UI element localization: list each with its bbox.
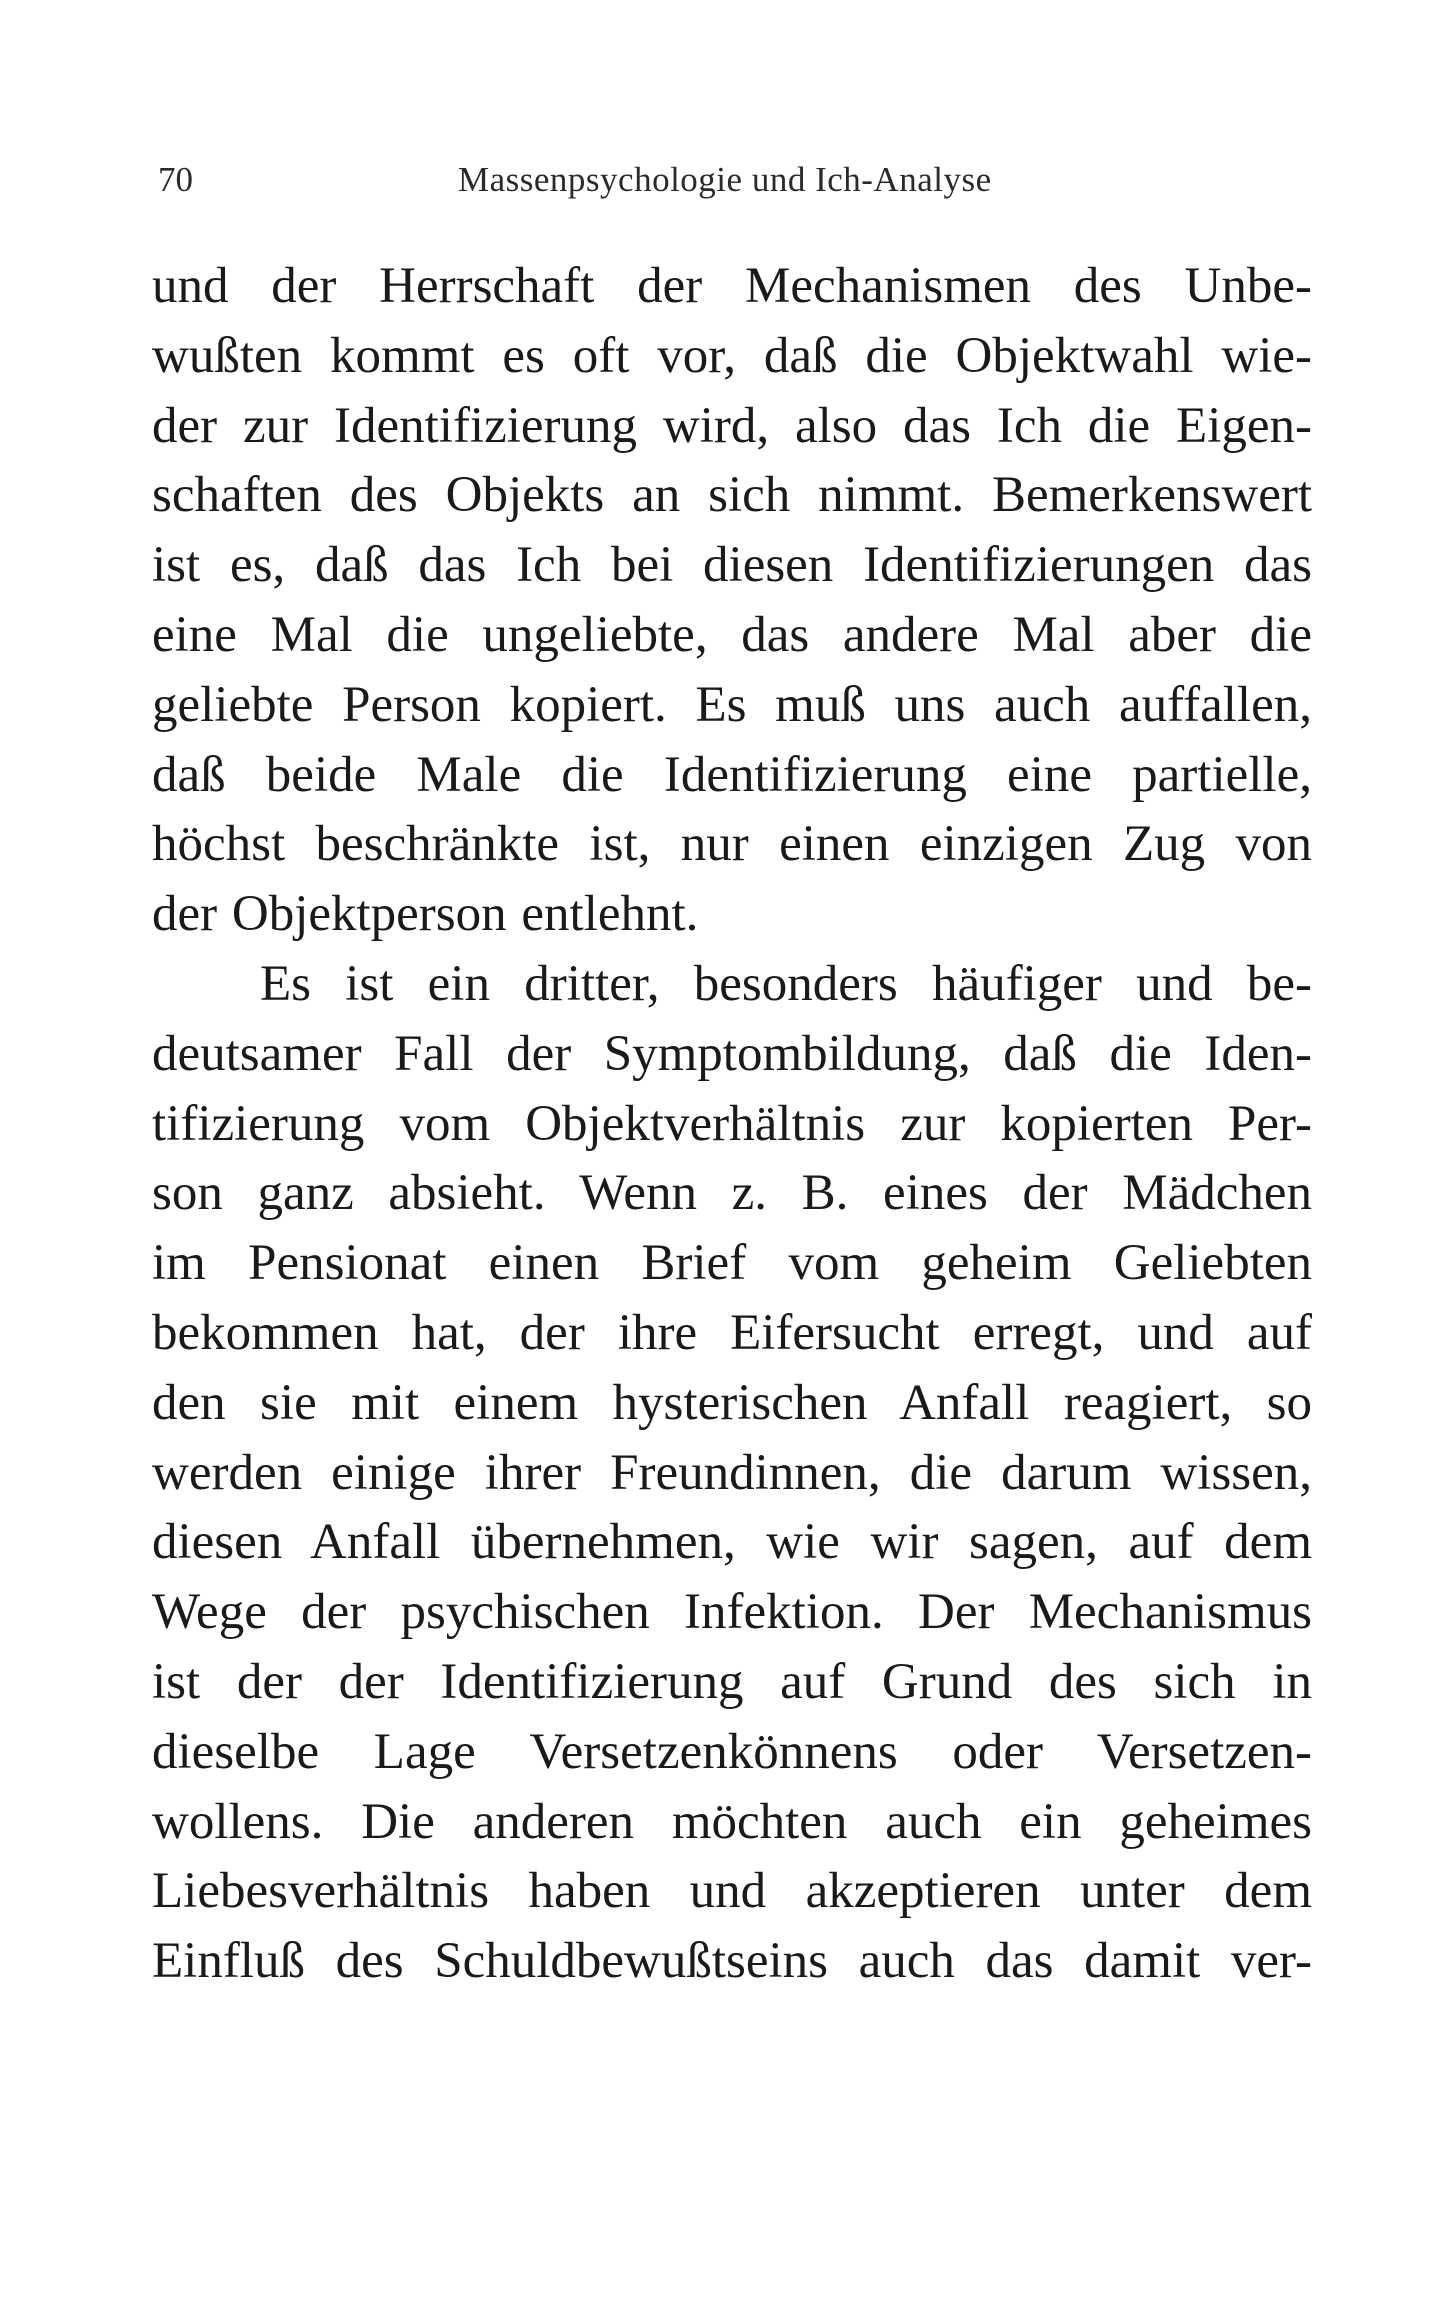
text-line: schaften des Objekts an sich nimmt. Bemerkenswert — [152, 467, 1312, 524]
text-line: wußten kommt es oft vor, daß die Objektwahl wie- — [152, 327, 1312, 384]
paragraph-end-line: der Objektperson entlehnt. — [152, 886, 699, 943]
text-line: son ganz absieht. Wenn z. B. eines der Mädchen — [152, 1165, 1312, 1222]
text-line: geliebte Person kopiert. Es muß uns auch auffallen, — [152, 676, 1312, 733]
page-number: 70 — [158, 160, 193, 199]
text-line: der zur Identifizierung wird, also das Ich die Eigen- — [152, 397, 1312, 454]
text-line: tifizierung vom Objektverhältnis zur kopierten Per- — [152, 1095, 1312, 1152]
text-line: dieselbe Lage Versetzenkönnens oder Versetzen- — [152, 1723, 1312, 1780]
text-line: Wege der psychischen Infektion. Der Mechanismus — [152, 1584, 1312, 1641]
body-text — [152, 252, 1312, 1997]
paragraph-start-line: Es ist ein dritter, besonders häufiger und be- — [260, 955, 1312, 1012]
text-line: Einfluß des Schuldbewußtseins auch das damit ver- — [152, 1933, 1312, 1990]
text-line: ist es, daß das Ich bei diesen Identifizierungen das — [152, 537, 1312, 594]
text-line: höchst beschränkte ist, nur einen einzigen Zug von — [152, 816, 1312, 873]
text-line: den sie mit einem hysterischen Anfall reagiert, so — [152, 1374, 1312, 1431]
text-line: daß beide Male die Identifizierung eine partielle, — [152, 746, 1312, 803]
text-line: eine Mal die ungeliebte, das andere Mal aber die — [152, 606, 1312, 663]
text-line: Liebesverhältnis haben und akzeptieren unter dem — [152, 1863, 1312, 1920]
text-line: deutsamer Fall der Symptombildung, daß die Iden- — [152, 1025, 1312, 1082]
text-line: und der Herrschaft der Mechanismen des Unbe- — [152, 258, 1312, 314]
text-line: bekommen hat, der ihre Eifersucht erregt, und auf — [152, 1304, 1312, 1361]
text-line: im Pensionat einen Brief vom geheim Geliebten — [152, 1235, 1312, 1292]
text-line: diesen Anfall übernehmen, wie wir sagen, auf dem — [152, 1514, 1312, 1571]
text-line: wollens. Die anderen möchten auch ein geheimes — [152, 1793, 1312, 1850]
text-line: ist der der Identifizierung auf Grund des sich in — [152, 1653, 1312, 1710]
running-head — [158, 150, 1308, 210]
running-title: Massenpsychologie und Ich-Analyse — [458, 160, 992, 199]
text-line: werden einige ihrer Freundinnen, die darum wissen, — [152, 1444, 1312, 1501]
